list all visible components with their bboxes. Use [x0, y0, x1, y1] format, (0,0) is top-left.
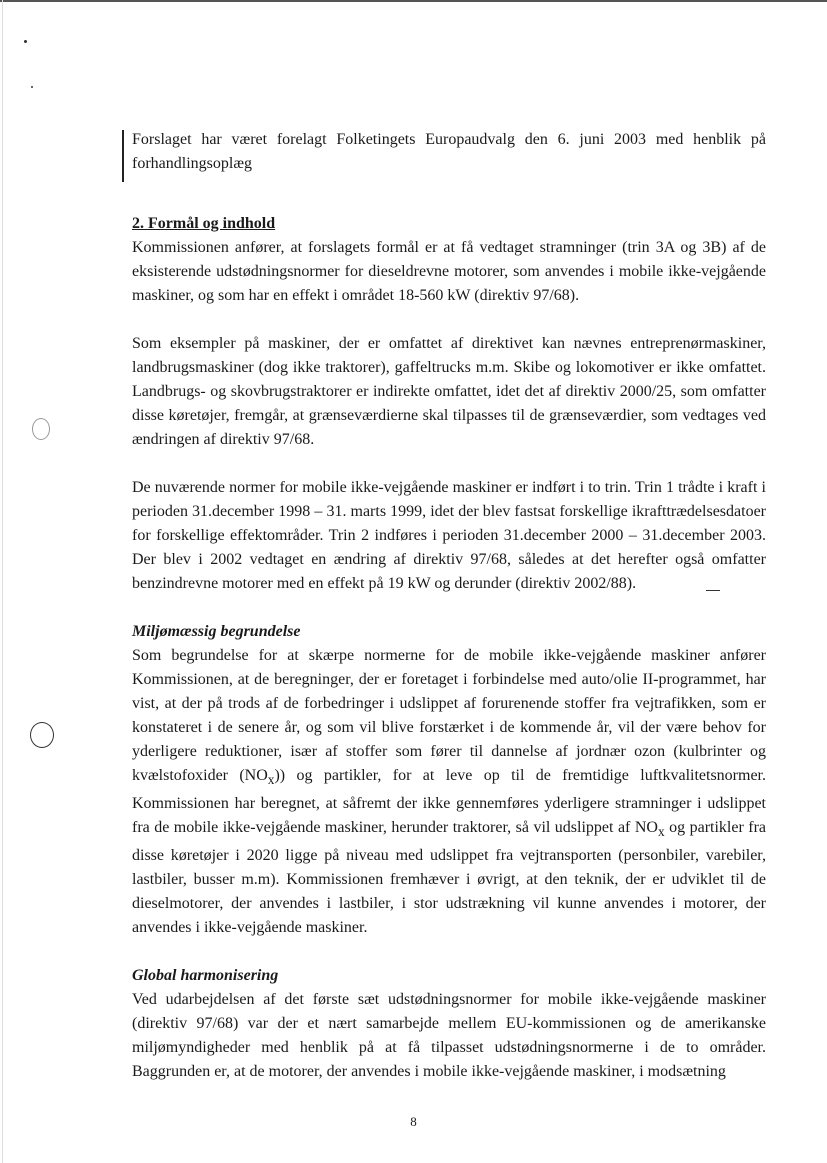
scan-top-edge	[0, 0, 827, 2]
body-paragraph: Som eksempler på maskiner, der er omfattet af direktivet kan nævnes entreprenørmaskiner, landbrugsmaskiner (dog ikke traktorer), gaffeltrucks m.m. Skibe og lokomotiver er ikke omfattet. Landbrugs- og skovbrugstraktorer er indirekte omfattet, idet det af direktiv 2000/25, som omfatter disse køretøjer, fremgår, at grænseværdierne skal tilpasses til de grænseværdier, som vedtages ved ændringen af direktiv 97/68.	[132, 335, 766, 448]
subheading: Miljømæssig begrundelse	[132, 623, 301, 640]
body-paragraph: Som begrundelse for at skærpe normerne for de mobile ikke-vejgående maskiner anfører Kommissionen, at de beregninger, der er foretaget i forbindelse med auto/olie II-programmet, har vist, at der på trods af de forbedringer i udslippet af forurenende stoffer fra vejtrafikken, som er konstateret i de senere år, og som vil blive forstærket i de kommende år, vil der være behov for yderligere reduktioner, især af stoffer som fører til dannelse af jordnær ozon (kulbrinter og kvælstofoxider $(NO_x)$) og partikler, for at leve op til de fremtidige luftkvalitetsnormer. Kommissionen har beregnet, at såfremt der ikke gennemføres yderligere stramninger i udslippet fra de mobile ikke-vejgående maskiner, herunder traktorer, så vil udslippet af $NO_x$ og partikler fra disse køretøjer i 2020 ligge på niveau med udslippet fra vejtransporten (personbiler, varebiler, lastbiler, busser m.m). Kommissionen fremhæver i øvrigt, at den teknik, der er udviklet til de dieselmotorer, der anvendes i lastbiler, i stor udstrækning vil kunne anvendes i motorer, der anvendes i ikke-vejgående maskiner.	[132, 647, 767, 937]
scan-left-edge	[2, 0, 3, 1163]
section-heading: 2. Formål og indhold	[132, 215, 276, 232]
body-paragraph: De nuværende normer for mobile ikke-vejgående maskiner er indført i to trin. Trin 1 trådte i kraft i perioden 31.december 1998 – 31. marts 1999, idet der blev fastsat forskellige ikrafttrædelsesdatoer for forskellige effektområder. Trin 2 indføres i perioden 31.december 2000 – 31.december 2003. Der blev i 2002 vedtaget en ændring af direktiv 97/68, således at det herefter også omfatter benzindrevne motorer med en effekt på 19 kW og derunder (direktiv 2002/88).	[132, 479, 766, 592]
subheading: Global harmonisering	[132, 967, 279, 985]
punch-hole-icon	[30, 722, 54, 748]
intro-paragraph: Forslaget har været forelagt Folketingets Europaudvalg den 6. juni 2003 med henblik på forhandlingsoplæg	[132, 131, 766, 172]
scan-speck	[24, 40, 27, 43]
document-body	[132, 128, 766, 1084]
punch-hole-icon	[32, 418, 50, 440]
body-paragraph: Ved udarbejdelsen af det første sæt udstødningsnormer for mobile ikke-vejgående maskiner (direktiv 97/68) var der et nært samarbejde mellem EU-kommissionen og de amerikanske miljømyndigheder med henblik på at få tilpasset udstødningsnormerne i de to områder. Baggrunden er, at de motorer, der anvendes i mobile ikke-vejgående maskiner, i modsætning	[132, 991, 766, 1081]
revision-bar	[122, 130, 124, 182]
page-number: 8	[410, 1114, 417, 1129]
body-paragraph: Kommissionen anfører, at forslagets formål er at få vedtaget stramninger (trin 3A og 3B) af de eksisterende udstødningsnormer for dieseldrevne motorer, som anvendes i mobile ikke-vejgående maskiner, og som har en effekt i området 18-560 kW (direktiv 97/68).	[132, 239, 766, 304]
scan-speck	[31, 86, 33, 88]
